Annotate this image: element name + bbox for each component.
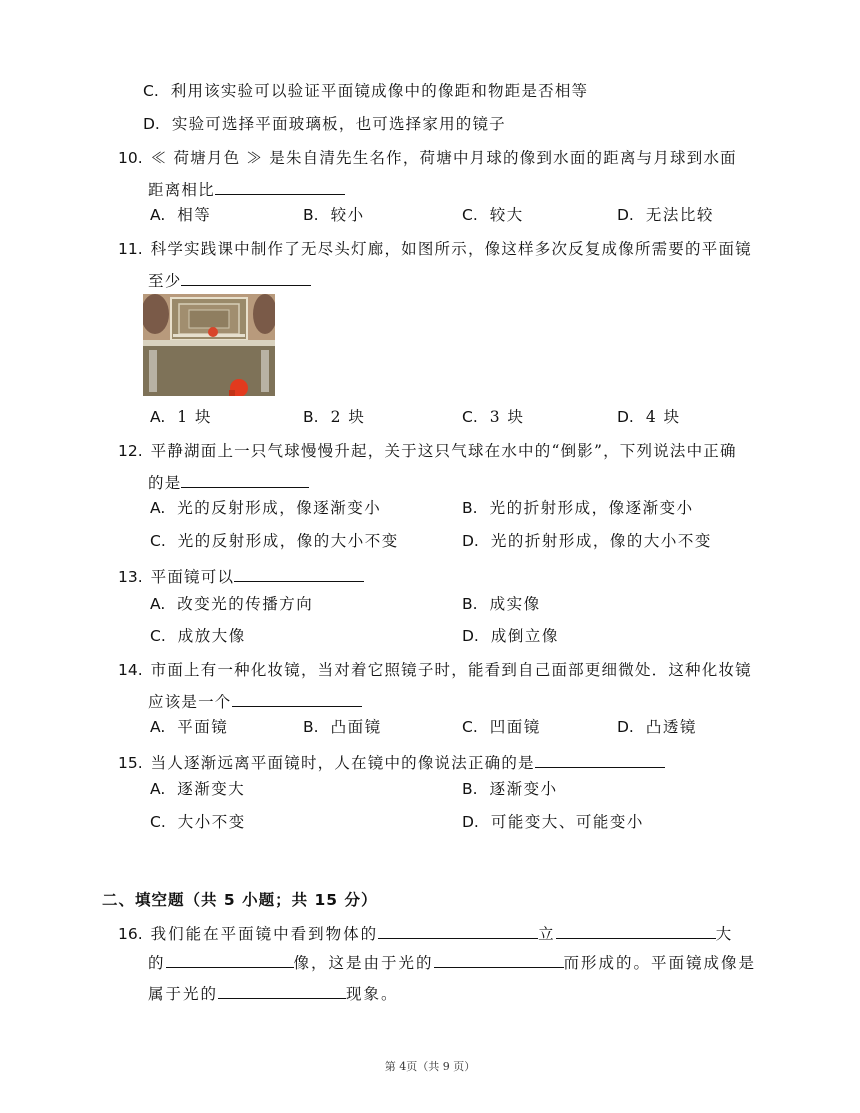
answer-blank[interactable] <box>181 269 311 286</box>
option-label: B. <box>303 718 319 736</box>
question-text: 科学实践课中制作了无尽头灯廊，如图所示，像这样多次反复成像所需要的平面镜 <box>150 240 752 258</box>
q13-option-c <box>150 626 246 646</box>
option-text: 较小 <box>330 206 365 224</box>
option-label: D. <box>617 408 634 426</box>
question-text: 属于光的 <box>148 985 219 1003</box>
answer-blank-4[interactable] <box>434 951 564 968</box>
option-text: 成倒立像 <box>490 627 559 645</box>
option-label: D. <box>462 532 479 550</box>
corridor-photo <box>143 294 275 396</box>
question-text: 至少 <box>148 272 182 290</box>
option-text: 无法比较 <box>645 206 714 224</box>
section-heading: 二、填空题（共 5 小题；共 15 分） <box>102 891 378 909</box>
q16-line2 <box>148 951 756 973</box>
answer-blank[interactable] <box>535 751 665 768</box>
q12-stem-line1 <box>118 441 737 461</box>
question-text: 市面上有一种化妆镜，当对着它照镜子时，能看到自己面部更细微处．这种化妆镜 <box>150 661 752 679</box>
q14-option-c <box>462 717 541 737</box>
option-label: C. <box>462 206 478 224</box>
q14-option-b <box>303 717 382 737</box>
option-text: 逐渐变小 <box>489 780 558 798</box>
q16-line1 <box>118 922 733 944</box>
q10-option-b <box>303 205 365 225</box>
answer-blank-5[interactable] <box>218 982 346 999</box>
q15-option-d <box>462 812 644 832</box>
question-text: 现象。 <box>346 985 399 1003</box>
q9-option-c <box>143 81 588 101</box>
option-text: 光的折射形成，像的大小不变 <box>490 532 712 550</box>
answer-blank-1[interactable] <box>378 922 538 939</box>
option-label: C. <box>150 532 166 550</box>
q15-option-c <box>150 812 246 832</box>
q11-option-a <box>150 407 212 427</box>
option-label: B. <box>462 499 478 517</box>
question-text: ≪ 荷塘月色 ≫ 是朱自清先生名作，荷塘中月球的像到水面的距离与月球到水面 <box>150 149 737 167</box>
question-text: 像，这是由于光的 <box>293 954 434 972</box>
q12-option-b <box>462 498 694 518</box>
q14-stem-line1 <box>118 660 752 680</box>
option-label: A. <box>150 595 166 613</box>
q12-option-a <box>150 498 381 518</box>
option-label: C. <box>150 813 166 831</box>
option-label: A. <box>150 206 166 224</box>
q10-option-d <box>617 205 714 225</box>
q14-stem-line2 <box>148 690 362 712</box>
option-text: 成实像 <box>489 595 541 613</box>
option-text: 4 块 <box>645 408 681 426</box>
question-text: 我们能在平面镜中看到物体的 <box>150 925 379 943</box>
option-text: 凸透镜 <box>645 718 697 736</box>
option-text: 较大 <box>489 206 524 224</box>
option-label: B. <box>462 595 478 613</box>
question-text: 应该是一个 <box>148 693 232 711</box>
option-text: 可能变大、可能变小 <box>490 813 644 831</box>
option-label: A. <box>150 499 166 517</box>
answer-blank[interactable] <box>215 178 345 195</box>
question-text: 距离相比 <box>148 181 215 199</box>
option-label: A. <box>150 408 166 426</box>
option-label: A. <box>150 718 166 736</box>
q15-option-a <box>150 779 245 799</box>
question-text: 平静湖面上一只气球慢慢升起，关于这只气球在水中的“倒影”，下列说法中正确 <box>150 442 737 460</box>
option-text: 2 块 <box>330 408 366 426</box>
question-text: 平面镜可以 <box>150 568 235 586</box>
answer-blank[interactable] <box>232 690 362 707</box>
question-text: 的 <box>148 954 166 972</box>
option-label: A. <box>150 780 166 798</box>
option-text: 实验可选择平面玻璃板，也可选择家用的镜子 <box>171 115 506 133</box>
option-label: B. <box>462 780 478 798</box>
endless-corridor-image <box>143 294 275 396</box>
q15-stem-line1 <box>118 751 665 773</box>
option-text: 大小不变 <box>177 813 246 831</box>
answer-blank[interactable] <box>234 565 364 582</box>
q11-stem-line1 <box>118 239 752 259</box>
q11-option-d <box>617 407 681 427</box>
option-label: D. <box>617 718 634 736</box>
option-label: C. <box>462 408 478 426</box>
question-number: 11. <box>118 240 143 258</box>
option-label: D. <box>617 206 634 224</box>
question-number: 10. <box>118 149 143 167</box>
option-text: 利用该实验可以验证平面镜成像中的像距和物距是否相等 <box>170 82 589 100</box>
q11-stem-line2 <box>148 269 311 291</box>
option-text: 逐渐变大 <box>177 780 246 798</box>
option-label: D. <box>462 627 479 645</box>
q13-option-a <box>150 594 313 614</box>
question-text: 立 <box>538 925 556 943</box>
q11-option-c <box>462 407 525 427</box>
q12-option-c <box>150 531 399 551</box>
option-text: 改变光的传播方向 <box>177 595 314 613</box>
q14-option-a <box>150 717 228 737</box>
option-label: B. <box>303 408 319 426</box>
option-text: 凹面镜 <box>489 718 541 736</box>
option-text: 光的折射形成，像逐渐变小 <box>489 499 694 517</box>
question-text: 而形成的。平面镜成像是 <box>563 954 757 972</box>
option-text: 1 块 <box>177 408 213 426</box>
q13-stem-line1 <box>118 565 364 587</box>
option-label: D. <box>143 115 160 133</box>
question-number: 16. <box>118 925 143 943</box>
q16-line3 <box>148 982 399 1004</box>
answer-blank[interactable] <box>181 471 309 488</box>
option-text: 平面镜 <box>177 718 229 736</box>
q13-option-d <box>462 626 559 646</box>
q15-option-b <box>462 779 558 799</box>
q10-option-c <box>462 205 524 225</box>
option-text: 凸面镜 <box>330 718 382 736</box>
q9-option-d <box>143 114 506 134</box>
option-label: C. <box>143 82 159 100</box>
answer-blank-3[interactable] <box>166 951 294 968</box>
page-footer: 第 4页（共 9 页） <box>384 1060 476 1073</box>
q12-option-d <box>462 531 712 551</box>
option-label: C. <box>462 718 478 736</box>
q11-option-b <box>303 407 365 427</box>
q10-stem-line1 <box>118 148 737 168</box>
answer-blank-2[interactable] <box>556 922 716 939</box>
question-number: 15. <box>118 754 143 772</box>
question-number: 13. <box>118 568 143 586</box>
option-label: D. <box>462 813 479 831</box>
option-text: 相等 <box>177 206 212 224</box>
q10-stem-line2 <box>148 178 345 200</box>
option-label: C. <box>150 627 166 645</box>
option-label: B. <box>303 206 319 224</box>
question-text: 当人逐渐远离平面镜时，人在镜中的像说法正确的是 <box>150 754 535 772</box>
option-text: 成放大像 <box>177 627 246 645</box>
question-number: 14. <box>118 661 143 679</box>
option-text: 光的反射形成，像逐渐变小 <box>177 499 382 517</box>
option-text: 光的反射形成，像的大小不变 <box>177 532 399 550</box>
q14-option-d <box>617 717 697 737</box>
question-text: 大 <box>715 925 734 943</box>
q12-stem-line2 <box>148 471 309 493</box>
question-number: 12. <box>118 442 143 460</box>
question-text: 的是 <box>148 474 182 492</box>
q13-option-b <box>462 594 541 614</box>
option-text: 3 块 <box>489 408 525 426</box>
q10-option-a <box>150 205 211 225</box>
